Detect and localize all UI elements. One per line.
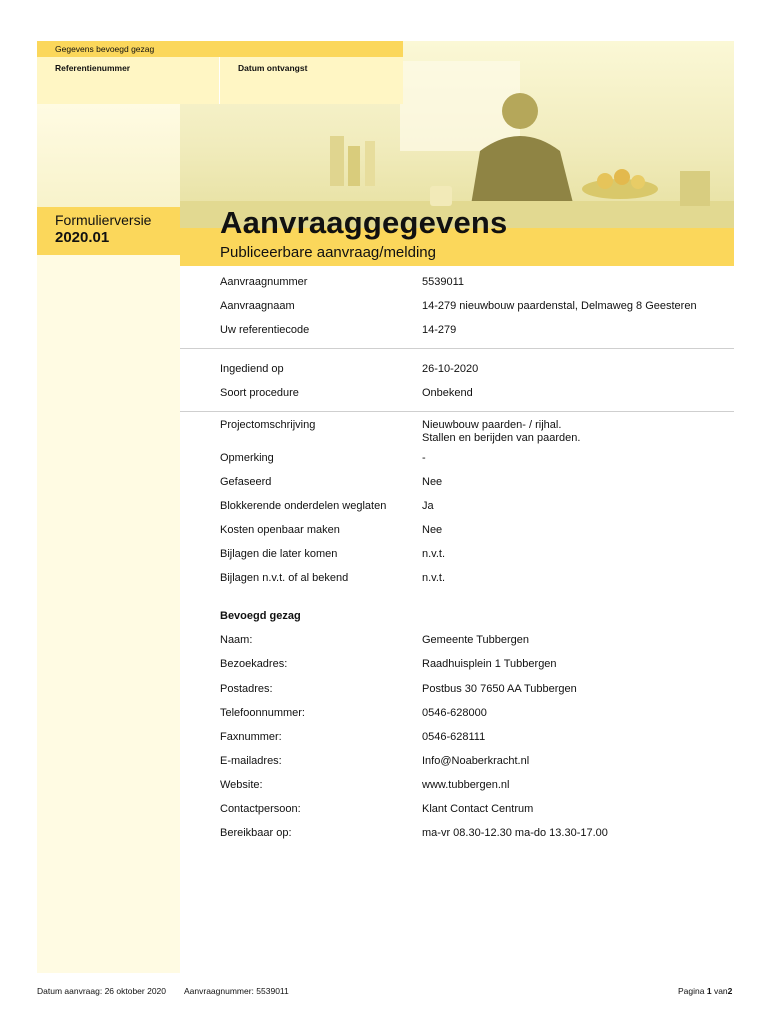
referentienummer-label: Referentienummer — [55, 63, 131, 73]
form-version-value: 2020.01 — [55, 229, 110, 246]
field-value-line2: Stallen en berijden van paarden. — [422, 432, 581, 444]
reference-divider — [219, 57, 220, 104]
footer-pagination — [678, 986, 732, 996]
footer-date: Datum aanvraag: 26 oktober 2020 — [37, 986, 167, 996]
field-value: 14-279 nieuwbouw paardenstal, Delmaweg 8 Geesteren — [422, 300, 697, 312]
page-subtitle: Publiceerbare aanvraag/melding — [220, 244, 436, 261]
field-label: Aanvraagnaam — [220, 300, 295, 312]
contact-label: Website: — [220, 779, 263, 791]
page-number: 1 — [706, 986, 712, 996]
pagina-label: Pagina — [678, 986, 705, 996]
section-divider — [180, 411, 734, 412]
field-label: Bijlagen n.v.t. of al bekend — [220, 572, 349, 584]
bevoegd-gezag-header — [37, 41, 403, 57]
contact-value: Postbus 30 7650 AA Tubbergen — [422, 683, 577, 695]
contact-value: 0546-628111 — [422, 731, 486, 743]
field-value: n.v.t. — [422, 548, 446, 560]
section-divider — [180, 348, 734, 349]
field-value: 26-10-2020 — [422, 363, 479, 375]
email-link[interactable]: Info@Noaberkracht.nl — [422, 755, 530, 767]
field-label: Aanvraagnummer — [220, 276, 308, 288]
field-value: Ja — [422, 500, 434, 512]
form-version-box — [37, 207, 180, 255]
field-label: Bijlagen die later komen — [220, 548, 338, 560]
total-pages: 2 — [727, 986, 733, 996]
field-label: Kosten openbaar maken — [220, 524, 340, 536]
field-value: Onbekend — [422, 387, 473, 399]
reference-box — [37, 57, 403, 104]
datum-ontvangst-label: Datum ontvangst — [238, 63, 308, 73]
contact-value: 0546-628000 — [422, 707, 487, 719]
contact-label: E-mailadres: — [220, 755, 282, 767]
field-label: Soort procedure — [220, 387, 299, 399]
bevoegd-gezag-title: Bevoegd gezag — [220, 610, 301, 622]
field-label: Ingediend op — [220, 363, 284, 375]
contact-label: Bezoekadres: — [220, 658, 288, 670]
field-label: Opmerking — [220, 452, 274, 464]
contact-label: Telefoonnummer: — [220, 707, 305, 719]
footer-request-number: Aanvraagnummer: 5539011 — [184, 986, 289, 996]
van-label: van — [713, 986, 728, 996]
contact-value: Klant Contact Centrum — [422, 803, 534, 815]
field-label: Blokkerende onderdelen weglaten — [220, 500, 387, 512]
contact-label: Contactpersoon: — [220, 803, 301, 815]
field-value: - — [422, 452, 426, 464]
contact-label: Bereikbaar op: — [220, 827, 292, 839]
field-value: n.v.t. — [422, 572, 446, 584]
bevoegd-gezag-label: Gegevens bevoegd gezag — [55, 44, 155, 54]
page-title: Aanvraaggegevens — [220, 205, 508, 240]
field-value: 5539011 — [422, 276, 465, 288]
field-value: 14-279 — [422, 324, 457, 336]
website-link[interactable]: www.tubbergen.nl — [422, 779, 510, 791]
contact-label: Faxnummer: — [220, 731, 282, 743]
field-label: Gefaseerd — [220, 476, 272, 488]
field-label: Uw referentiecode — [220, 324, 310, 336]
contact-value: ma-vr 08.30-12.30 ma-do 13.30-17.00 — [422, 827, 608, 839]
form-version-label: Formulierversie — [55, 212, 152, 228]
contact-value: Raadhuisplein 1 Tubbergen — [422, 658, 557, 670]
contact-value: Gemeente Tubbergen — [422, 634, 530, 646]
contact-label: Postadres: — [220, 683, 273, 695]
contact-label: Naam: — [220, 634, 253, 646]
field-value: Nee — [422, 476, 443, 488]
field-value: Nieuwbouw paarden- / rijhal. — [422, 419, 562, 431]
field-label: Projectomschrijving — [220, 419, 316, 431]
field-value: Nee — [422, 524, 443, 536]
